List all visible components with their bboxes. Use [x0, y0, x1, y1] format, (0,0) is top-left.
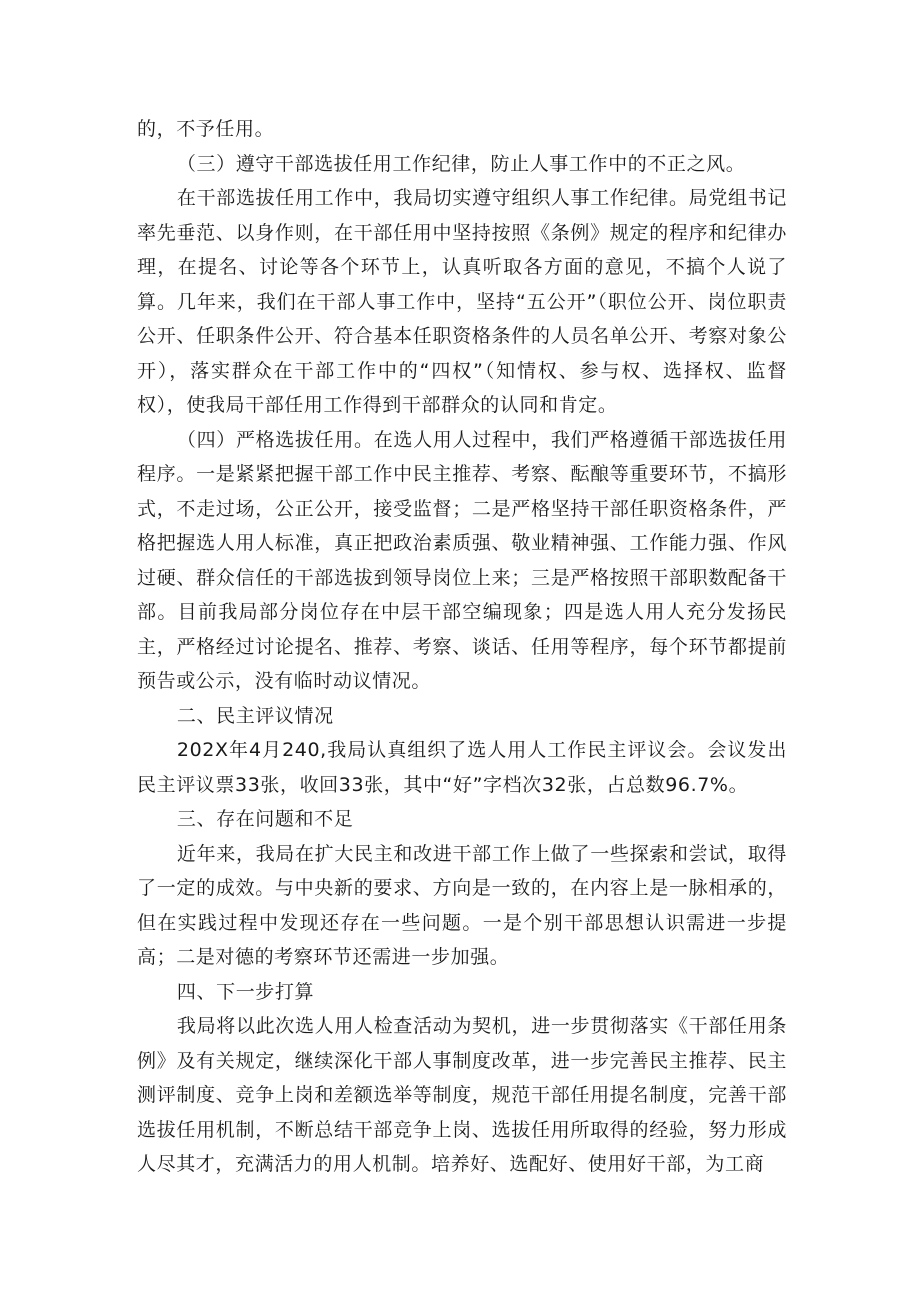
paragraph-problems: 近年来，我局在扩大民主和改进干部工作上做了一些探索和尝试，取得了一定的成效。与中央新的要求、方向是一致的，在内容上是一脉相承的，但在实践过程中发现还存在一些问题。一是个别干部思想认识需进一步提高；二是对德的考察环节还需进一步加强。	[137, 842, 787, 968]
document-body	[137, 112, 787, 1182]
heading-democratic-review: 二、民主评议情况	[176, 704, 334, 727]
heading-next-steps: 四、下一步打算	[176, 980, 315, 1003]
heading-problems: 三、存在问题和不足	[176, 808, 354, 830]
section-heading-3: （三）遵守干部选拔任用工作纪律，防止人事工作中的不正之风。	[176, 152, 746, 175]
paragraph-next-steps: 我局将以此次选人用人检查活动为契机，进一步贯彻落实《干部任用条例》及有关规定，继续深化干部人事制度改革，进一步完善民主推荐、民主测评制度、竞争上岗和差额选举等制度，规范干部任用提名制度，完善干部选拔任用机制，不断总结干部竞争上岗、选拔任用所取得的经验，努力形成人尽其才，充满活力的用人机制。培养好、选配好、使用好干部，为工商	[137, 1015, 787, 1175]
paragraph-review-results: 202X年4月240,我局认真组织了选人用人工作民主评议会。会议发出民主评议票33张，收回33张，其中“好”字档次32张，占总数96.7%。	[137, 739, 787, 796]
paragraph-continuation: 的，不予任用。	[137, 118, 275, 140]
section-heading-4-paragraph: （四）严格选拔任用。在选人用人过程中，我们严格遵循干部选拔任用程序。一是紧紧把握干部工作中民主推荐、考察、酝酿等重要环节，不搞形式，不走过场，公正公开，接受监督；二是严格坚持干部任职资格条件，严格把握选人用人标准，真正把政治素质强、敬业精神强、工作能力强、作风过硬、群众信任的干部选拔到领导岗位上来；三是严格按照干部职数配备干部。目前我局部分岗位存在中层干部空编现象；四是选人用人充分发扬民主，严格经过讨论提名、推荐、考察、谈话、任用等程序，每个环节都提前预告或公示，没有临时动议情况。	[137, 428, 787, 692]
paragraph-discipline: 在干部选拔任用工作中，我局切实遵守组织人事工作纪律。局党组书记率先垂范、以身作则，在干部任用中坚持按照《条例》规定的程序和纪律办理，在提名、讨论等各个环节上，认真听取各方面的意见，不搞个人说了算。几年来，我们在干部人事工作中，坚持“五公开”（职位公开、岗位职责公开、任职条件公开、符合基本任职资格条件的人员名单公开、考察对象公开），落实群众在干部工作中的“四权”（知情权、参与权、选择权、监督权），使我局干部任用工作得到干部群众的认同和肯定。	[137, 187, 787, 416]
